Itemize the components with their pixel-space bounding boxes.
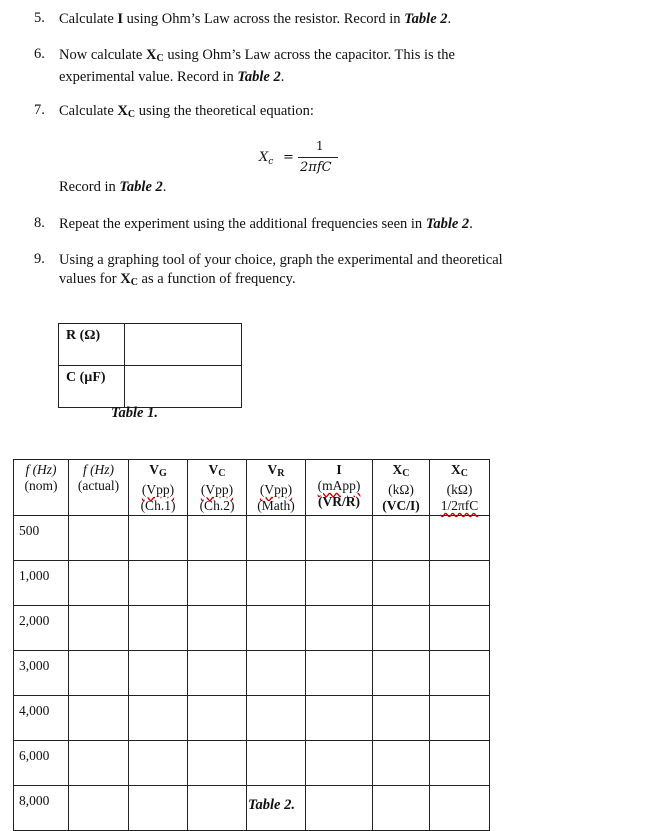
- data-cell[interactable]: [430, 786, 490, 831]
- data-cell[interactable]: [306, 786, 373, 831]
- data-cell[interactable]: [69, 561, 129, 606]
- header-vc: $V_C$ (Vpp) (Ch.2): [188, 460, 247, 516]
- equation-lhs: $X_c$: [259, 150, 274, 167]
- data-cell[interactable]: [306, 741, 373, 786]
- step-6-text: Now calculate $X_C$ using Ohm’s Law across the capacitor. This is the experimental value. Record in Table 2.: [59, 47, 455, 85]
- data-cell[interactable]: [430, 741, 490, 786]
- header-f-nom: f (Hz) (nom): [14, 460, 69, 516]
- data-cell[interactable]: [129, 786, 188, 831]
- table-row: [59, 324, 242, 366]
- step-5-text: Calculate I using Ohm’s Law across the resistor. Record in Table 2.: [59, 11, 452, 27]
- data-cell[interactable]: [373, 741, 430, 786]
- table-row: [14, 561, 490, 606]
- data-cell[interactable]: [373, 606, 430, 651]
- step-5-number: 5.: [34, 10, 45, 26]
- frequency-cell: 1,000: [14, 561, 69, 606]
- table-row: [59, 366, 242, 408]
- data-cell[interactable]: [129, 516, 188, 561]
- data-cell[interactable]: [129, 561, 188, 606]
- header-vg: $V_G$ (Vpp) (Ch.1): [129, 460, 188, 516]
- data-cell[interactable]: [129, 606, 188, 651]
- header-xc-exp: $X_C$ (kΩ) (VC/I): [373, 460, 430, 516]
- step-9-text: Using a graphing tool of your choice, graph the experimental and theoretical values for $X_C$ as a function of frequency.: [59, 252, 503, 288]
- data-cell[interactable]: [129, 651, 188, 696]
- data-cell[interactable]: [247, 651, 306, 696]
- data-cell[interactable]: [247, 696, 306, 741]
- frequency-cell: 6,000: [14, 741, 69, 786]
- data-cell[interactable]: [247, 516, 306, 561]
- table-row: [14, 651, 490, 696]
- fraction-bar: [298, 157, 338, 158]
- frequency-cell: 2,000: [14, 606, 69, 651]
- step-7-number: 7.: [34, 102, 45, 118]
- data-cell[interactable]: [430, 561, 490, 606]
- data-cell[interactable]: [373, 561, 430, 606]
- header-f-actual: f (Hz) (actual): [69, 460, 129, 516]
- data-cell[interactable]: [69, 696, 129, 741]
- header-i: I (mApp) (VR/R): [306, 460, 373, 516]
- data-cell[interactable]: [373, 696, 430, 741]
- equation-equals: =: [283, 150, 294, 165]
- data-cell[interactable]: [430, 516, 490, 561]
- table-2-caption: Table 2.: [248, 797, 295, 813]
- data-cell[interactable]: [306, 651, 373, 696]
- data-cell[interactable]: [306, 561, 373, 606]
- data-cell[interactable]: [188, 651, 247, 696]
- data-cell[interactable]: [373, 786, 430, 831]
- step-7-text: Calculate $X_C$ using the theoretical equation:: [59, 103, 314, 120]
- table-row: [14, 606, 490, 651]
- frequency-cell: 3,000: [14, 651, 69, 696]
- data-cell[interactable]: [306, 696, 373, 741]
- header-xc-theo: $X_C$ (kΩ) 1/2πfC: [430, 460, 490, 516]
- equation-numerator: 1: [316, 139, 324, 153]
- data-cell[interactable]: [430, 696, 490, 741]
- data-cell[interactable]: [188, 516, 247, 561]
- table1-value-c[interactable]: [125, 366, 242, 408]
- data-cell[interactable]: [247, 606, 306, 651]
- data-cell[interactable]: [69, 516, 129, 561]
- data-cell[interactable]: [69, 741, 129, 786]
- data-cell[interactable]: [373, 651, 430, 696]
- table-row: [14, 516, 490, 561]
- frequency-cell: 8,000: [14, 786, 69, 831]
- data-cell[interactable]: [247, 561, 306, 606]
- data-cell[interactable]: [188, 606, 247, 651]
- frequency-cell: 500: [14, 516, 69, 561]
- step-8-number: 8.: [34, 215, 45, 231]
- data-cell[interactable]: [373, 516, 430, 561]
- table-2-header-row: [14, 460, 490, 516]
- data-cell[interactable]: [69, 786, 129, 831]
- table-1: [58, 323, 242, 408]
- frequency-cell: 4,000: [14, 696, 69, 741]
- data-cell[interactable]: [188, 786, 247, 831]
- data-cell[interactable]: [188, 696, 247, 741]
- header-vr: $V_R$ (Vpp) (Math): [247, 460, 306, 516]
- data-cell[interactable]: [188, 741, 247, 786]
- data-cell[interactable]: [129, 696, 188, 741]
- table-1-caption: Table 1.: [111, 405, 158, 421]
- table1-label-c: C (µF): [59, 366, 125, 408]
- data-cell[interactable]: [430, 651, 490, 696]
- data-cell[interactable]: [430, 606, 490, 651]
- step-6-number: 6.: [34, 46, 45, 62]
- table1-label-r: R (Ω): [59, 324, 125, 366]
- step-8-text: Repeat the experiment using the additional frequencies seen in Table 2.: [59, 216, 473, 232]
- table-2: [13, 459, 490, 831]
- data-cell[interactable]: [129, 741, 188, 786]
- table-row: [14, 696, 490, 741]
- step-9-number: 9.: [34, 251, 45, 267]
- data-cell[interactable]: [69, 606, 129, 651]
- table-row: [14, 741, 490, 786]
- data-cell[interactable]: [306, 516, 373, 561]
- table1-value-r[interactable]: [125, 324, 242, 366]
- data-cell[interactable]: [188, 561, 247, 606]
- record-line: Record in Table 2.: [59, 179, 167, 195]
- equation-denominator: 2πfC: [300, 160, 332, 175]
- data-cell[interactable]: [306, 606, 373, 651]
- data-cell[interactable]: [69, 651, 129, 696]
- data-cell[interactable]: [247, 741, 306, 786]
